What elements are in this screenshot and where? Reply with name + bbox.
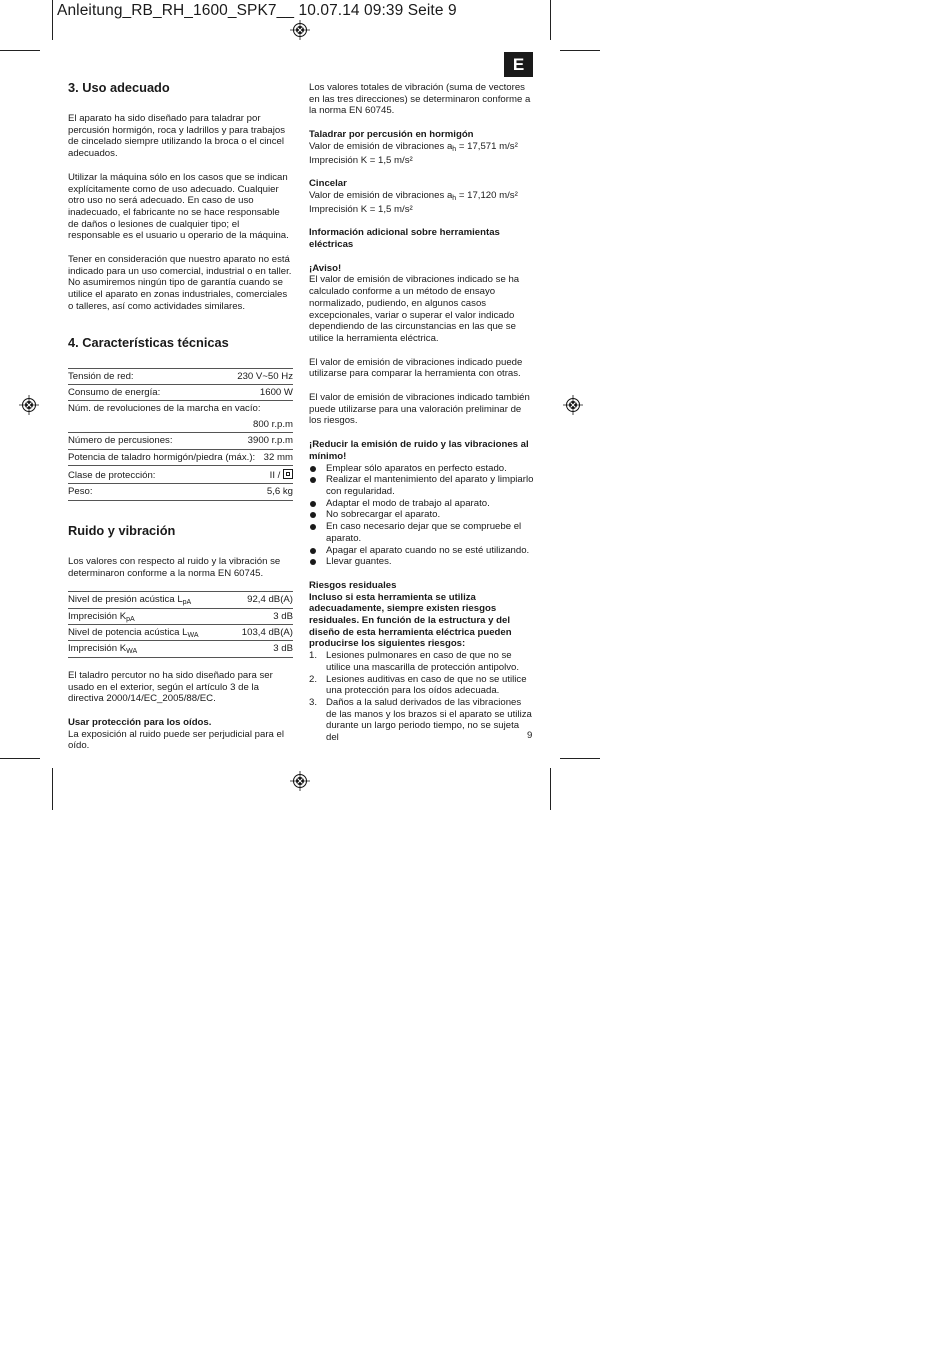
drill-vibration-sub: h — [452, 145, 457, 153]
section-title-caracteristicas: 4. Características técnicas — [68, 334, 229, 350]
spec-label: Clase de protección: — [68, 469, 156, 481]
noise-label-sub: pA — [126, 615, 135, 623]
drill-imprecision: Imprecisión K = 1,5 m/s² — [309, 154, 413, 166]
list-number: 1. — [309, 650, 318, 662]
paragraph: Los valores con respecto al ruido y la vibración se determinaron conforme a la norma EN 60745. — [68, 555, 281, 579]
crop-mark — [0, 50, 40, 51]
spec-table — [68, 368, 293, 501]
noise-label-text: Imprecisión K — [68, 643, 127, 655]
noise-row — [68, 591, 293, 608]
bullet-list — [309, 463, 534, 568]
chisel-vibration-line — [309, 190, 534, 202]
spec-row — [68, 450, 293, 466]
paragraph: El valor de emisión de vibraciones indicado puede utilizarse para comparar la herramienta con otras. — [309, 356, 523, 380]
crop-mark — [0, 758, 40, 759]
registration-mark-icon — [19, 395, 39, 415]
paragraph: Tener en consideración que nuestro aparato no está indicado para un uso comercial, industrial o en taller. No asumiremos ningún tipo de garantía cuando se utilice el aparato en zonas industriales, comerciales o talleres, así como actividades similares. — [68, 254, 292, 312]
spec-value: 5,6 kg — [266, 486, 293, 498]
list-item: Realizar el mantenimiento del aparato y limpiarlo con regularidad. — [309, 474, 534, 497]
spec-label: Potencia de taladro hormigón/piedra (máx.): — [68, 451, 256, 463]
chisel-imprecision: Imprecisión K = 1,5 m/s² — [309, 203, 413, 215]
list-text: Daños a la salud derivados de las vibraciones de las manos y los brazos si el aparato se utiliza durante un largo periodo tiempo, no se sujeta del — [326, 696, 532, 744]
registration-mark-icon — [563, 395, 583, 415]
noise-row — [68, 641, 293, 657]
protection-class-icon — [283, 469, 293, 479]
crop-mark — [550, 768, 551, 810]
chisel-title: Cincelar — [309, 178, 347, 190]
paragraph: El aparato ha sido diseñado para taladrar por percusión hormigón, roca y ladrillos y para trabajos de cincelado siempre utilizando la broca o el cincel adecuados. — [68, 113, 286, 160]
noise-label-text: Nivel de presión acústica L — [68, 594, 183, 606]
drill-vibration-text: Valor de emisión de vibraciones a — [309, 140, 453, 152]
list-item: Apagar el aparato cuando no se esté utilizando. — [309, 545, 534, 557]
noise-value: 103,4 dB(A) — [241, 627, 293, 639]
noise-table — [68, 591, 293, 658]
residual-risks-title: Riesgos residuales — [309, 579, 397, 591]
spec-row — [68, 385, 293, 401]
list-item — [309, 697, 534, 744]
reduce-title: ¡Reducir la emisión de ruido y las vibraciones al mínimo! — [309, 439, 529, 462]
spec-row — [68, 368, 293, 385]
print-header: Anleitung_RB_RH_1600_SPK7__ 10.07.14 09:39 Seite 9 — [57, 2, 457, 19]
drill-vibration-value: = 17,571 m/s² — [456, 140, 518, 152]
noise-label — [68, 595, 191, 605]
paragraph: Utilizar la máquina sólo en los casos que se indican explícitamente como de uso adecuado. Cualquier otro uso no será adecuado. En caso de uso inadecuado, el fabricante no se hace responsable de daños o lesiones de cualquier tipo; el responsable es el usuario u operario de la máquina. — [68, 171, 289, 242]
spec-row — [68, 466, 293, 484]
noise-value: 3 dB — [273, 643, 293, 655]
noise-row — [68, 625, 293, 641]
paragraph: Los valores totales de vibración (suma de vectores en las tres direcciones) se determinaron conforme a la norma EN 60745. — [309, 82, 531, 117]
noise-label-text: Nivel de potencia acústica L — [68, 627, 188, 639]
spec-row — [68, 484, 293, 500]
noise-label-sub: WA — [126, 648, 138, 656]
list-item: Llevar guantes. — [309, 556, 534, 568]
spec-label: Tensión de red: — [68, 370, 134, 382]
list-number: 3. — [309, 696, 318, 708]
section-title-ruido: Ruido y vibración — [68, 522, 176, 538]
noise-value: 3 dB — [273, 610, 293, 622]
registration-mark-icon — [290, 771, 310, 791]
noise-label-sub: pA — [182, 599, 192, 607]
warning-title: ¡Aviso! — [309, 262, 342, 274]
spec-label: Peso: — [68, 486, 93, 498]
spec-value: 800 r.p.m — [253, 418, 293, 430]
list-item — [309, 674, 534, 697]
crop-mark — [550, 0, 551, 40]
spec-row — [68, 433, 293, 449]
residual-risks-intro: Incluso si esta herramienta se utiliza adecuadamente, siempre existen riesgos residuales. En función de la estructura y del diseño de esta herramienta eléctrica pueden producirse los siguientes riesgos: — [309, 591, 512, 650]
noise-label — [68, 612, 135, 622]
list-text: Lesiones pulmonares en caso de que no se utilice una mascarilla de protección antipolvo. — [326, 650, 520, 673]
page-number: 9 — [527, 730, 533, 741]
noise-value: 92,4 dB(A) — [247, 594, 293, 606]
crop-mark — [560, 758, 600, 759]
drill-title: Taladrar por percusión en hormigón — [309, 129, 474, 141]
paragraph: El taladro percutor no ha sido diseñado para ser usado en el exterior, según el artículo 3 de la directiva 2000/14/EC_2005/88/EC. — [68, 669, 273, 705]
numbered-list — [309, 650, 534, 744]
spec-row — [68, 401, 293, 416]
paragraph: El valor de emisión de vibraciones indicado también puede utilizarse para una valoración preliminar de los riesgos. — [309, 392, 530, 427]
list-item: En caso necesario dejar que se compruebe el aparato. — [309, 521, 534, 544]
noise-label-sub: WA — [187, 632, 199, 640]
chisel-vibration-value: = 17,120 m/s² — [456, 189, 518, 201]
list-item: Emplear sólo aparatos en perfecto estado. — [309, 463, 534, 475]
spec-value: 3900 r.p.m — [247, 435, 293, 447]
noise-label-text: Imprecisión K — [68, 610, 127, 622]
spec-row — [68, 417, 293, 433]
paragraph: El valor de emisión de vibraciones indicado se ha calculado conforme a un método de ensayo normalizado, pudiendo, en algunos casos excepcionales, variar o superar el valor indicado dependiendo de las circunstancias en las que se utilice la herramienta eléctrica. — [309, 274, 520, 344]
registration-mark-icon — [290, 20, 310, 40]
spec-label: Núm. de revoluciones de la marcha en vacío: — [68, 403, 261, 415]
left-column — [68, 80, 293, 752]
spec-value: 32 mm — [263, 451, 293, 463]
crop-mark — [52, 768, 53, 810]
drill-vibration-line — [309, 141, 534, 153]
list-item: Adaptar el modo de trabajo al aparato. — [309, 498, 534, 510]
spec-value: 1600 W — [259, 386, 293, 398]
list-item — [309, 650, 534, 673]
noise-label — [68, 644, 137, 654]
crop-mark — [560, 50, 600, 51]
list-text: Lesiones auditivas en caso de que no se utilice una protección para los oídos adecuada. — [326, 673, 527, 697]
spec-value: II / — [269, 469, 281, 481]
list-number: 2. — [309, 673, 318, 685]
crop-mark — [52, 0, 53, 40]
info-title: Información adicional sobre herramientas eléctricas — [309, 227, 500, 251]
right-column — [309, 82, 534, 744]
chisel-vibration-text: Valor de emisión de vibraciones a — [309, 189, 453, 201]
ear-protection-title: Usar protección para los oídos. — [68, 716, 212, 728]
paragraph: La exposición al ruido puede ser perjudicial para el oído. — [68, 728, 284, 752]
spec-label: Número de percusiones: — [68, 435, 173, 447]
noise-row — [68, 609, 293, 625]
language-tab: E — [504, 52, 533, 77]
noise-label — [68, 628, 199, 638]
section-title-uso: 3. Uso adecuado — [68, 80, 170, 95]
list-item: No sobrecargar el aparato. — [309, 509, 534, 521]
chisel-vibration-sub: h — [452, 194, 457, 202]
spec-value: 230 V~50 Hz — [237, 370, 293, 382]
spec-value-wrap — [270, 469, 293, 481]
spec-label: Consumo de energía: — [68, 386, 161, 398]
